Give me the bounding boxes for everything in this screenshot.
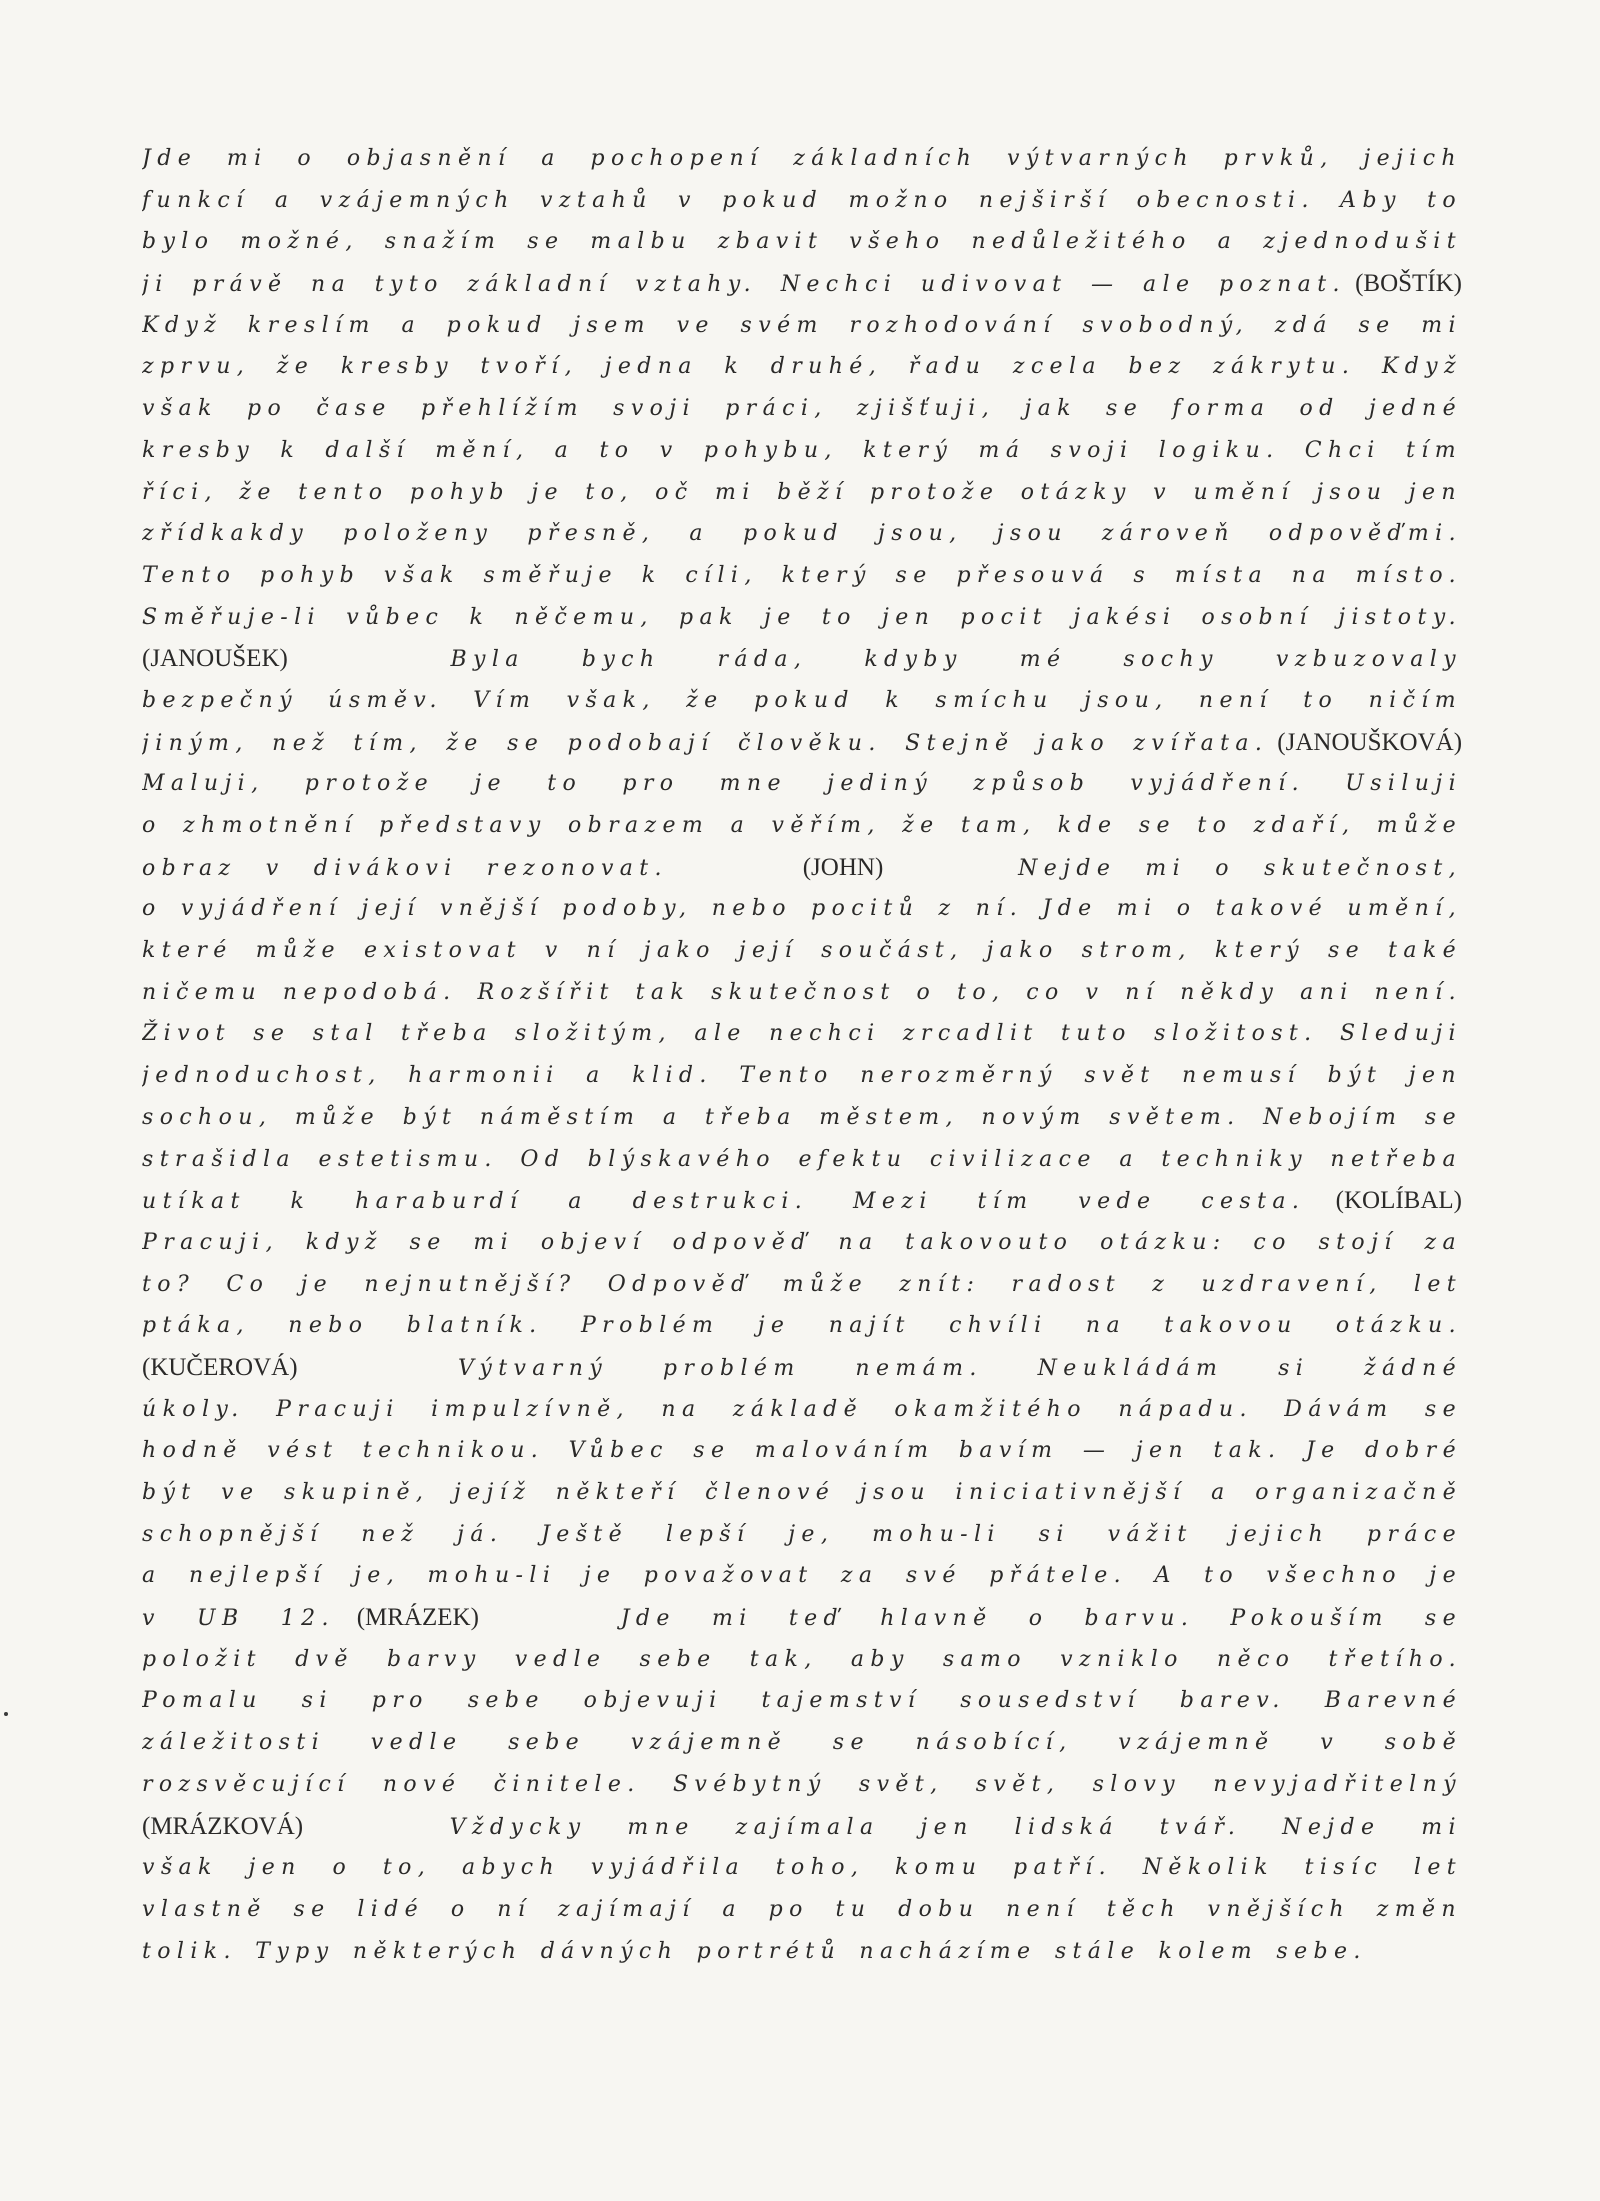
statement-text: Jde mi o objasnění a pochopení základních výtvarných prvků, jejich <box>142 146 1462 171</box>
word-gap <box>335 1612 357 1629</box>
text-line <box>142 1722 1462 1764</box>
author-name: (MRÁZKOVÁ) <box>142 1812 304 1840</box>
statement-text: jiným, než tím, že se podobají člověku. Stejně jako zvířata. <box>142 730 1269 756</box>
text-line <box>142 638 1462 680</box>
statement-text: bylo možné, snažím se malbu zbavit všeho nedůležitého a zjednodušit <box>142 229 1462 255</box>
text-line <box>142 1806 1462 1848</box>
statement-text: obraz v divákovi rezonovat. <box>142 855 668 881</box>
statement-text: Život se stal třeba složitým, ale nechci zrcadlit tuto složitost. Sleduji <box>142 1021 1462 1047</box>
statement-text: kresby k další mění, a to v pohybu, který má svoji logiku. Chci tím <box>142 437 1462 463</box>
text-line <box>142 305 1462 347</box>
text-line <box>142 680 1462 722</box>
statement-text: však jen o to, abych vyjádřila toho, komu patří. Několik tisíc let <box>142 1855 1462 1881</box>
statement-text: však po čase přehlížím svoji práci, zjišťuji, jak se forma od jedné <box>142 396 1462 422</box>
text-line <box>142 930 1462 972</box>
text-line <box>142 763 1462 805</box>
text-line <box>142 1639 1462 1681</box>
statement-text: sochou, může být náměstím a třeba městem, novým světem. Nebojím se <box>142 1104 1462 1130</box>
statement-text: vlastně se lidé o ní zajímají a po tu dobu není těch vnějších změn <box>142 1896 1462 1922</box>
statement-text: Tento pohyb však směřuje k cíli, který se přesouvá s místa na místo. <box>142 562 1462 588</box>
statement-text: schopnější než já. Ještě lepší je, mohu-li si vážit jejich práce <box>142 1521 1462 1547</box>
statement-text: zřídkakdy položeny přesně, a pokud jsou, jsou zároveň odpověďmi. <box>142 521 1462 547</box>
statement-text: ji právě na tyto základní vztahy. Nechci udivovat — ale poznat. <box>142 272 1346 298</box>
statement-text: ptáka, nebo blatník. Problém je najít chvíli na takovou otázku. <box>142 1313 1462 1339</box>
text-line <box>142 597 1462 639</box>
text-line <box>142 1680 1462 1722</box>
statement-text: položit dvě barvy vedle sebe tak, aby samo vzniklo něco třetího. <box>142 1646 1462 1672</box>
statement-text: zprvu, že kresby tvoří, jedna k druhé, řadu zcela bez zákrytu. Když <box>142 354 1462 380</box>
text-line <box>142 1764 1462 1806</box>
statement-text: Byla bych ráda, kdyby mé sochy vzbuzovaly <box>450 647 1462 673</box>
text-line <box>142 972 1462 1014</box>
text-line <box>142 472 1462 514</box>
text-line <box>142 180 1462 222</box>
text-line <box>142 1222 1462 1264</box>
statement-text: Vždycky mne zajímala jen lidská tvář. Nejde mi <box>449 1814 1462 1840</box>
text-line <box>142 722 1462 764</box>
author-name: (MRÁZEK) <box>356 1604 479 1632</box>
statement-text: záležitosti vedle sebe vzájemně se násobící, vzájemně v sobě <box>142 1730 1462 1756</box>
author-name: (JANOUŠKOVÁ) <box>1277 728 1462 756</box>
statement-text: strašidla estetismu. Od blýskavého efektu civilizace a techniky netřeba <box>142 1146 1462 1172</box>
statement-text: tolik. Typy některých dávných portrétů nacházíme stále kolem sebe. <box>142 1938 1367 1964</box>
text-line <box>142 1597 1462 1639</box>
word-gap <box>1346 278 1355 295</box>
author-name: (BOŠTÍK) <box>1355 270 1462 298</box>
statement-text: jednoduchost, harmonii a klid. Tento nerozměrný svět nemusí být jen <box>142 1063 1462 1089</box>
statement-text: Směřuje-li vůbec k něčemu, pak je to jen pocit jakési osobní jistoty. <box>142 604 1462 630</box>
word-gap <box>1268 737 1277 754</box>
statement-text: o zhmotnění představy obrazem a věřím, že tam, kde se to zdaří, může <box>142 813 1462 838</box>
text-line <box>142 847 1462 889</box>
word-gap <box>1305 1195 1335 1212</box>
statement-text: o vyjádření její vnější podoby, nebo pocitů z ní. Jde mi o takové umění, <box>142 896 1462 922</box>
statement-text: Jde mi teď hlavně o barvu. Pokouším se <box>620 1606 1462 1632</box>
text-line <box>142 1430 1462 1472</box>
statement-text: rozsvěcující nové činitele. Svébytný svět, svět, slovy nevyjadřitelný <box>142 1771 1462 1797</box>
text-line <box>142 1931 1462 1973</box>
statement-text: bezpečný úsměv. Vím však, že pokud k smíchu jsou, není to ničím <box>142 687 1462 713</box>
text-line <box>142 388 1462 430</box>
text-line <box>142 1305 1462 1347</box>
text-line <box>142 1514 1462 1556</box>
text-line <box>142 263 1462 305</box>
text-line <box>142 888 1462 930</box>
text-line <box>142 1139 1462 1181</box>
statement-text: úkoly. Pracuji impulzívně, na základě okamžitého nápadu. Dávám se <box>142 1396 1462 1422</box>
statement-text: říci, že tento pohyb je to, oč mi běží protože otázky v umění jsou jen <box>142 479 1462 505</box>
author-name: (KUČEROVÁ) <box>142 1353 298 1381</box>
statement-text: to? Co je nejnutnější? Odpověď může znít: radost z uzdravení, let <box>142 1271 1462 1297</box>
text-line <box>142 805 1462 847</box>
text-line <box>142 1472 1462 1514</box>
text-line <box>142 1180 1462 1222</box>
statement-text: Výtvarný problém nemám. Neukládám si žádné <box>457 1355 1462 1381</box>
text-line <box>142 221 1462 263</box>
statement-text: hodně vést technikou. Vůbec se malováním bavím — jen tak. Je dobré <box>142 1438 1462 1464</box>
text-line <box>142 1264 1462 1306</box>
text-line <box>142 346 1462 388</box>
author-name: (KOLÍBAL) <box>1335 1187 1462 1215</box>
author-name: (JANOUŠEK) <box>142 645 288 673</box>
statement-text: a nejlepší je, mohu-li je považovat za své přátele. A to všechno je <box>142 1563 1462 1589</box>
margin-mark <box>4 1712 8 1716</box>
text-line <box>142 1389 1462 1431</box>
statement-text: Maluji, protože je to pro mne jediný způsob vyjádření. Usiluji <box>142 771 1462 797</box>
text-line <box>142 1889 1462 1931</box>
text-column <box>142 138 1462 1972</box>
statement-text: v UB 12. <box>142 1606 335 1632</box>
statement-text: Pomalu si pro sebe objevuji tajemství sousedství barev. Barevné <box>142 1688 1462 1714</box>
text-line <box>142 1555 1462 1597</box>
author-name: (JOHN) <box>802 853 884 881</box>
statement-text: být ve skupině, jejíž někteří členové jsou iniciativnější a organizačně <box>142 1480 1462 1505</box>
text-line <box>142 513 1462 555</box>
statement-text: Když kreslím a pokud jsem ve svém rozhodování svobodný, zdá se mi <box>142 312 1462 338</box>
statement-text: Nejde mi o skutečnost, <box>1018 855 1462 881</box>
text-line <box>142 555 1462 597</box>
statement-text: funkcí a vzájemných vztahů v pokud možno nejširší obecnosti. Aby to <box>142 187 1462 213</box>
text-line <box>142 430 1462 472</box>
text-line <box>142 1347 1462 1389</box>
text-line <box>142 1013 1462 1055</box>
text-line <box>142 1097 1462 1139</box>
statement-text: utíkat k haraburdí a destrukci. Mezi tím vede cesta. <box>142 1189 1306 1215</box>
statement-text: ničemu nepodobá. Rozšířit tak skutečnost o to, co v ní někdy ani není. <box>142 979 1462 1005</box>
text-line <box>142 1055 1462 1097</box>
text-line <box>142 1847 1462 1889</box>
statement-text: Pracuji, když se mi objeví odpověď na takovouto otázku: co stojí za <box>142 1229 1462 1255</box>
text-line <box>142 138 1462 180</box>
statement-text: které může existovat v ní jako její součást, jako strom, který se také <box>142 938 1462 964</box>
